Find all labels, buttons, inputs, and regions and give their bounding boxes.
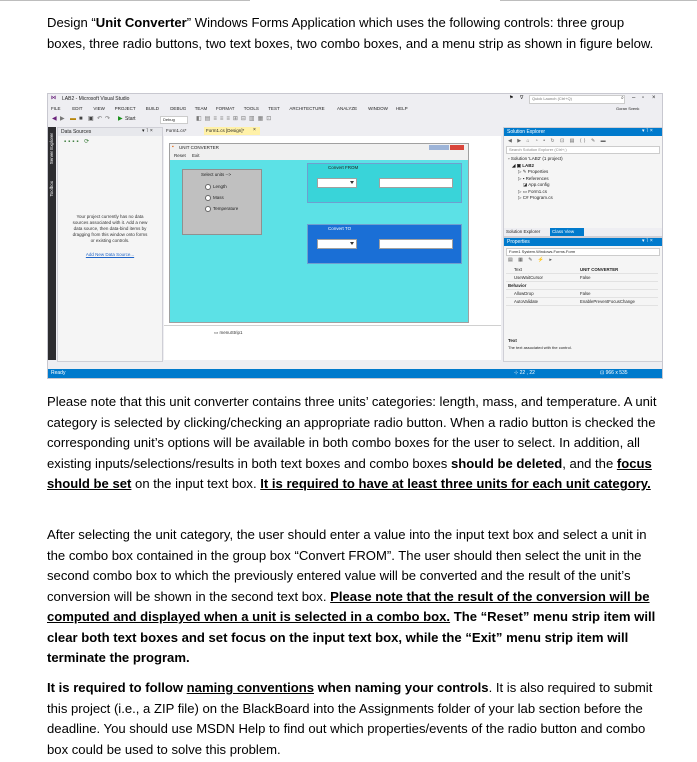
data-sources-title: Data Sources bbox=[61, 129, 92, 135]
quick-launch-input[interactable] bbox=[529, 95, 625, 104]
left-side-tabs bbox=[48, 127, 56, 360]
start-icon[interactable]: ▶ bbox=[118, 116, 123, 122]
property-value: False bbox=[580, 291, 591, 296]
property-name: Behavior bbox=[508, 283, 527, 288]
vs-menu-bar bbox=[48, 105, 662, 114]
tree-program-label: Program.cs bbox=[529, 195, 553, 200]
input-textbox[interactable] bbox=[379, 178, 453, 188]
paragraph-categories bbox=[47, 392, 657, 495]
tree-app-config[interactable]: ◪ App.config bbox=[523, 182, 550, 187]
p2-text-c: , and the bbox=[562, 455, 617, 471]
solution-tree bbox=[508, 156, 563, 202]
p2-should-be-deleted: should be deleted bbox=[450, 455, 563, 471]
component-tray-divider bbox=[164, 325, 501, 326]
form-close-button[interactable] bbox=[450, 145, 464, 150]
tree-solution-label: Solution 'LAB2' (1 project) bbox=[510, 156, 563, 161]
pane-pin-icon[interactable]: ▾ ⊺ × bbox=[142, 128, 153, 134]
close-icon[interactable]: × bbox=[652, 95, 656, 101]
vs-menu-view[interactable]: VIEW bbox=[93, 106, 105, 111]
start-button[interactable]: Start bbox=[125, 116, 136, 122]
solution-explorer-header bbox=[504, 128, 662, 136]
maximize-icon[interactable]: ▫ bbox=[642, 95, 645, 101]
layout-toolbar-icons[interactable]: ◧▤≡≡≡⊞⊟▥▦⊡ bbox=[196, 116, 275, 122]
tree-form1[interactable]: ▷ ▭ Form1.cs bbox=[518, 188, 547, 194]
visual-studio-screenshot bbox=[47, 93, 663, 379]
form-icon: ▪ bbox=[172, 144, 174, 150]
designer-surface bbox=[164, 136, 501, 360]
status-ready: Ready bbox=[51, 370, 66, 376]
property-value: UNIT CONVERTER bbox=[580, 267, 619, 272]
back-icon[interactable]: ◀ bbox=[52, 116, 57, 122]
vs-menu-file[interactable]: FILE bbox=[51, 106, 61, 111]
vs-menu-debug[interactable]: DEBUG bbox=[170, 106, 187, 111]
vs-menu-format[interactable]: FORMAT bbox=[215, 106, 235, 111]
vs-menu-edit[interactable]: EDIT bbox=[72, 106, 83, 111]
status-position-value: 22 , 22 bbox=[519, 370, 535, 376]
tree-form1-label: Form1.cs bbox=[528, 188, 547, 194]
properties-object-name: Form1 System.Windows.Forms.Form bbox=[509, 249, 576, 254]
temperature-radio-label: Temperature bbox=[213, 206, 239, 211]
property-name: Text bbox=[514, 267, 522, 272]
unit-category-groupbox bbox=[182, 169, 262, 235]
document-tabs bbox=[164, 127, 501, 136]
properties-object-select[interactable] bbox=[506, 248, 660, 256]
p3-text-b: The “Reset” menu strip item will clear both text boxes and set focus on the input text box, while the “Exit” menu strip item will terminate the program. bbox=[47, 609, 656, 665]
save-icon[interactable]: ■ bbox=[79, 116, 83, 122]
vs-title-bar bbox=[48, 94, 662, 105]
data-sources-header bbox=[58, 128, 162, 136]
vs-menu-project[interactable]: PROJECT bbox=[114, 106, 136, 111]
property-name: AutoValidate bbox=[514, 299, 539, 304]
property-row[interactable] bbox=[506, 282, 658, 290]
length-radio[interactable] bbox=[205, 184, 211, 190]
toolbox-tab[interactable]: Toolbox bbox=[49, 181, 54, 197]
pane-pin-icon[interactable]: ▾ ⊺ × bbox=[642, 238, 653, 244]
minimize-icon[interactable]: ‒ bbox=[632, 95, 636, 101]
vs-menu-team[interactable]: TEAM bbox=[194, 106, 208, 111]
status-size-value: 966 x 535 bbox=[605, 370, 628, 376]
property-row[interactable] bbox=[506, 298, 658, 306]
p2-text-d: on the input text box. bbox=[131, 476, 261, 491]
tree-references[interactable]: ▷ ▪ References bbox=[518, 175, 549, 181]
solution-toolbar-icons[interactable]: ◀ ▶ ⌂ ◔ • ↻ ⊡ ▤ ⟨⟩ ✎ ▬ bbox=[508, 138, 608, 144]
properties-toolbar-icons[interactable]: ▤ ▦ ✎ ⚡ ▸ bbox=[508, 257, 554, 263]
form-menu-strip bbox=[170, 152, 468, 160]
tree-solution[interactable]: ▫ Solution 'LAB2' (1 project) bbox=[508, 156, 563, 161]
unit-converter-form[interactable] bbox=[169, 143, 469, 323]
p3-conversion-note: Please note that the result of the conversion will be computed and displayed when a unit is selected in a combo box. bbox=[47, 588, 650, 624]
vs-menu-architecture[interactable]: ARCHITECTURE bbox=[289, 106, 325, 111]
class-view-tab-label: Class View bbox=[552, 229, 575, 234]
data-sources-toolbar-icons[interactable]: ▪▪▪▪ ⟳ bbox=[64, 139, 92, 145]
tree-project[interactable]: ◢ ▣ LAB2 bbox=[512, 162, 534, 168]
intro-paragraph bbox=[47, 13, 657, 54]
properties-pane bbox=[503, 237, 663, 362]
server-explorer-tab[interactable]: Server Explorer bbox=[49, 133, 54, 165]
tree-references-label: References bbox=[525, 175, 549, 181]
vs-menu-analyze[interactable]: ANALYZE bbox=[337, 106, 358, 111]
filter-icon[interactable]: ∇ bbox=[520, 95, 524, 101]
property-description-title: Text bbox=[508, 338, 517, 343]
property-grid bbox=[506, 266, 658, 306]
menustrip-component[interactable]: ▭ menuStrip1 bbox=[214, 330, 243, 335]
chevron-down-icon bbox=[350, 242, 354, 245]
tree-program[interactable]: ▷ C# Program.cs bbox=[518, 195, 553, 200]
solution-explorer-tab[interactable]: Solution Explorer bbox=[506, 229, 541, 234]
menustrip-label: menuStrip1 bbox=[219, 330, 243, 335]
temperature-radio[interactable] bbox=[205, 206, 211, 212]
quick-launch-placeholder: Quick Launch (Ctrl+Q) bbox=[532, 96, 572, 101]
property-value: False bbox=[580, 275, 591, 280]
notification-icon[interactable]: ⚑ bbox=[509, 95, 514, 101]
add-new-data-source-link[interactable]: Add New Data Source... bbox=[85, 252, 135, 257]
convert-to-groupbox bbox=[307, 224, 462, 264]
vs-menu-test[interactable]: TEST bbox=[268, 106, 280, 111]
tab-form-code[interactable] bbox=[164, 128, 202, 135]
redo-icon[interactable]: ↷ bbox=[105, 116, 111, 122]
property-row[interactable] bbox=[506, 274, 658, 282]
top-rule bbox=[0, 0, 697, 2]
paragraph-submission bbox=[47, 678, 657, 760]
undo-icon[interactable]: ↶ bbox=[97, 116, 103, 122]
p2-focus-should-be-set: focus should be set bbox=[47, 455, 652, 491]
forward-icon[interactable]: ▶ bbox=[60, 116, 65, 122]
app-name: Unit Converter bbox=[95, 15, 187, 30]
vs-menu-help[interactable]: HELP bbox=[395, 106, 408, 111]
length-radio-label: Length bbox=[213, 184, 227, 189]
select-units-label: Select units --> bbox=[201, 172, 232, 177]
convert-to-label: Convert TO bbox=[328, 226, 352, 231]
vs-menu-tools[interactable]: TOOLS bbox=[243, 106, 259, 111]
to-unit-combo[interactable] bbox=[317, 239, 357, 249]
property-row[interactable] bbox=[506, 266, 658, 274]
vs-menu-build[interactable]: BUILD bbox=[145, 106, 159, 111]
search-icon[interactable]: ⌕ bbox=[621, 95, 624, 101]
mass-radio[interactable] bbox=[205, 195, 211, 201]
vs-toolbar bbox=[48, 114, 662, 124]
open-folder-icon[interactable]: ▬ bbox=[70, 116, 76, 122]
form-minmax-buttons[interactable] bbox=[429, 145, 449, 150]
p4-naming-conventions: naming conventions bbox=[186, 680, 314, 695]
result-textbox[interactable] bbox=[379, 239, 453, 249]
p2-text-a: Please note that this unit converter contains three units’ categories: length, mass, and temperature. A unit category is selected by clicking/checking an appropriate radio button. When a radio button is checked the corresponding unit’s options will be available in both combo boxes for the user to select. In addition, all existing inputs/selections/results in both text boxes and combo boxes bbox=[47, 394, 657, 471]
p3-text-a: After selecting the unit category, the user should enter a value into the input text box and select a unit in the combo box contained in the group box “Convert FROM”. The user should then select the unit in the second combo box to which the previously entered value will be converted and the result of the unit’s conversion will be shown in the second text box. bbox=[47, 527, 647, 604]
solution-explorer-title: Solution Explorer bbox=[507, 129, 546, 135]
status-position: ⊹ 22 , 22 bbox=[514, 370, 535, 376]
tree-project-label: LAB2 bbox=[522, 162, 534, 168]
property-row[interactable] bbox=[506, 290, 658, 298]
status-bar bbox=[48, 369, 662, 378]
search-solution-placeholder: Search Solution Explorer (Ctrl+;) bbox=[509, 147, 567, 152]
tab-form-code-label: Form1.cs* bbox=[166, 128, 187, 133]
tab-form-design-label: Form1.cs [Design]* bbox=[206, 128, 245, 133]
form-title-bar bbox=[170, 144, 468, 152]
tab-close-icon[interactable]: × bbox=[253, 127, 256, 133]
p4-bold-a: It is required to follow bbox=[47, 680, 187, 695]
solution-bottom-tabs bbox=[504, 228, 662, 236]
class-view-tab[interactable] bbox=[550, 228, 584, 236]
search-solution-input[interactable] bbox=[506, 146, 660, 154]
status-size: ⊡ 966 x 535 bbox=[600, 370, 628, 376]
data-sources-pane bbox=[57, 127, 163, 362]
form-title: UNIT CONVERTER bbox=[179, 145, 219, 150]
data-sources-message: Your project currently has no data sources associated with it. Add a new data source, then data-bind items by dragging from this window onto forms or existing controls. bbox=[72, 214, 148, 243]
p2-three-units-requirement: It is required to have at least three units for each unit category. bbox=[260, 476, 651, 491]
p4-bold-b: when naming your controls bbox=[313, 680, 489, 695]
paragraph-conversion bbox=[47, 525, 657, 669]
convert-from-groupbox bbox=[307, 163, 462, 203]
solution-explorer-pane bbox=[503, 127, 663, 237]
p4-text: . It is also required to submit this project (i.e., a ZIP file) on the BlackBoard into the Assignments folder of your lab section before the deadline. You should use MSDN Help to find out which properties/events of the radio button and combo box could be used to solve this problem. bbox=[47, 680, 653, 757]
property-name: AllowDrop bbox=[514, 291, 534, 296]
tab-form-design[interactable] bbox=[204, 127, 260, 135]
config-dropdown[interactable] bbox=[160, 116, 188, 124]
intro-prefix: Design “ bbox=[47, 15, 96, 30]
reset-menu-item[interactable]: Reset bbox=[174, 153, 186, 158]
properties-title: Properties bbox=[507, 239, 530, 245]
property-description: The text associated with the control. bbox=[508, 345, 572, 350]
vs-title: LAB2 - Microsoft Visual Studio bbox=[62, 96, 130, 102]
pane-pin-icon[interactable]: ▾ ⊺ × bbox=[642, 128, 653, 134]
intro-suffix: ” Windows Forms Application which uses the following controls: three group boxes, three radio buttons, two text boxes, two combo boxes, and a menu strip as shown in figure below. bbox=[47, 15, 654, 51]
mass-radio-label: Mass bbox=[213, 195, 224, 200]
properties-header bbox=[504, 238, 662, 246]
vs-logo-icon: ⋈ bbox=[51, 95, 56, 101]
config-value: Debug bbox=[163, 117, 175, 122]
vs-menu-window[interactable]: WINDOW bbox=[368, 106, 388, 111]
tree-app-config-label: App.config bbox=[528, 182, 550, 187]
exit-menu-item[interactable]: Exit bbox=[192, 153, 200, 158]
from-unit-combo[interactable] bbox=[317, 178, 357, 188]
property-name: UseWaitCursor bbox=[514, 275, 543, 280]
property-value: EnablePreventFocusChange bbox=[580, 299, 635, 304]
tree-properties[interactable]: ▷ ✎ Properties bbox=[518, 169, 549, 174]
signed-in-user[interactable]: Goran Svenk bbox=[616, 106, 640, 111]
save-all-icon[interactable]: ▣ bbox=[88, 116, 94, 122]
convert-from-label: Convert FROM bbox=[328, 165, 359, 170]
chevron-down-icon bbox=[350, 181, 354, 184]
tree-properties-label: Properties bbox=[527, 169, 549, 174]
